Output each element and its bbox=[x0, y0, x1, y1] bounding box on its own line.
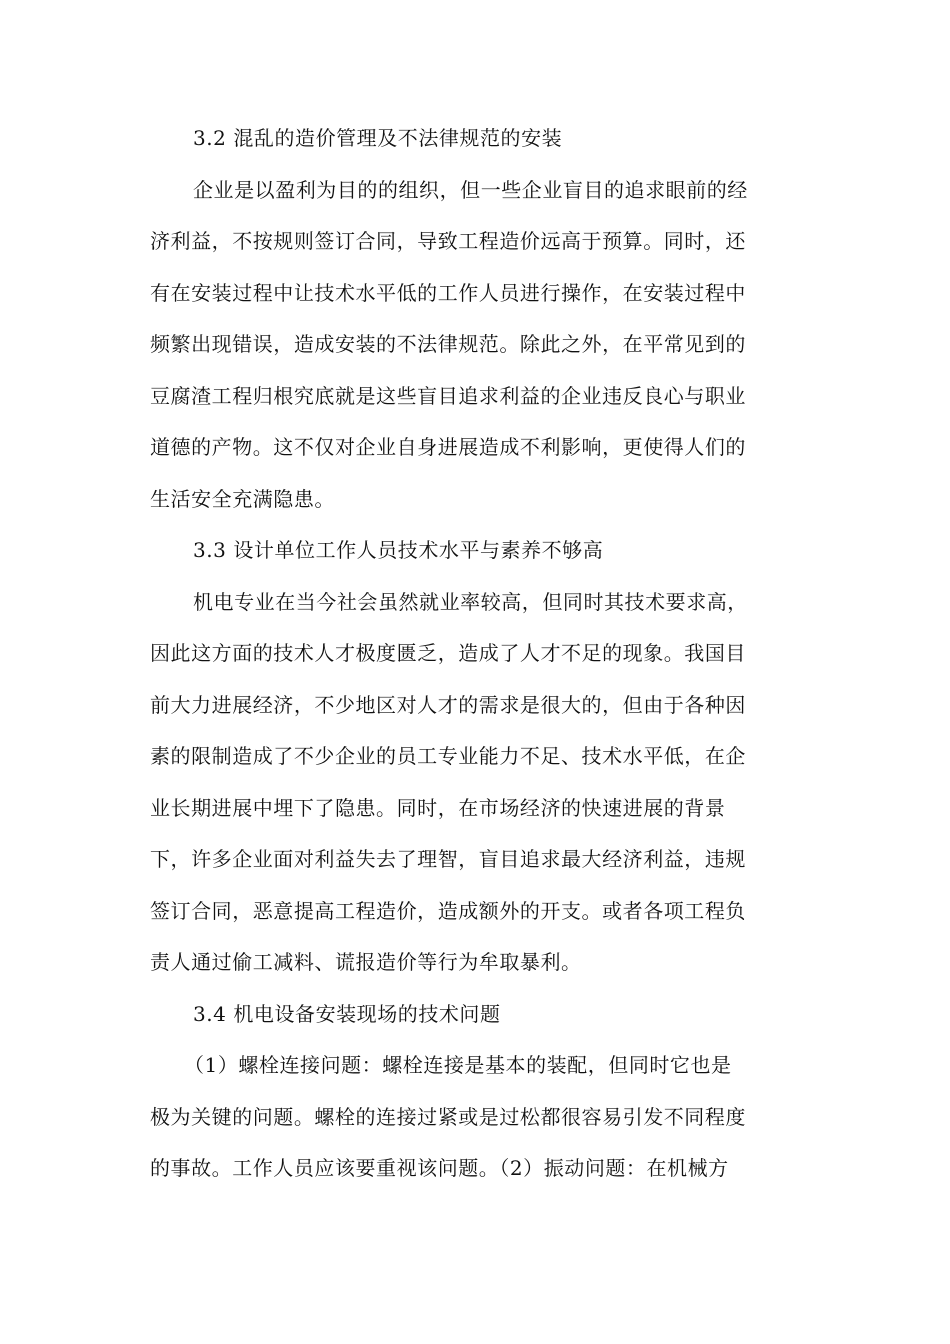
paragraph-line: 前大力进展经济，不少地区对人才的需求是很大的，但由于各种因 bbox=[150, 693, 746, 717]
paragraph-line: 济利益，不按规则签订合同，导致工程造价远高于预算。同时，还 bbox=[150, 229, 746, 253]
paragraph-line: 豆腐渣工程归根究底就是这些盲目追求利益的企业违反良心与职业 bbox=[150, 384, 746, 408]
section-heading-3-4: 3.4 机电设备安装现场的技术问题 bbox=[193, 1002, 501, 1026]
section-heading-3-3: 3.3 设计单位工作人员技术水平与素养不够高 bbox=[193, 538, 604, 562]
paragraph-line: 因此这方面的技术人才极度匮乏，造成了人才不足的现象。我国目 bbox=[150, 641, 746, 665]
paragraph-line: 企业是以盈利为目的的组织，但一些企业盲目的追求眼前的经 bbox=[193, 178, 748, 202]
paragraph-line: 极为关键的问题。螺栓的连接过紧或是过松都很容易引发不同程度 bbox=[150, 1105, 746, 1129]
paragraph-line: 下，许多企业面对利益失去了理智，盲目追求最大经济利益，违规 bbox=[150, 847, 746, 871]
paragraph-line: 责人通过偷工减料、谎报造价等行为牟取暴利。 bbox=[150, 950, 582, 974]
paragraph-line: （1）螺栓连接问题：螺栓连接是基本的装配，但同时它也是 bbox=[184, 1053, 732, 1077]
paragraph-line: 业长期进展中埋下了隐患。同时，在市场经济的快速进展的背景 bbox=[150, 796, 726, 820]
paragraph-line: 签订合同，恶意提高工程造价，造成额外的开支。或者各项工程负 bbox=[150, 899, 746, 923]
paragraph-line: 素的限制造成了不少企业的员工专业能力不足、技术水平低，在企 bbox=[150, 744, 746, 768]
paragraph-line: 生活安全充满隐患。 bbox=[150, 487, 335, 511]
paragraph-line: 有在安装过程中让技术水平低的工作人员进行操作，在安装过程中 bbox=[150, 281, 746, 305]
paragraph-line: 道德的产物。这不仅对企业自身进展造成不利影响，更使得人们的 bbox=[150, 435, 746, 459]
paragraph-line: 的事故。工作人员应该要重视该问题。（2）振动问题：在机械方 bbox=[150, 1156, 729, 1180]
section-heading-3-2: 3.2 混乱的造价管理及不法律规范的安装 bbox=[193, 126, 563, 150]
paragraph-line: 机电专业在当今社会虽然就业率较高，但同时其技术要求高， bbox=[193, 590, 748, 614]
paragraph-line: 频繁出现错误，造成安装的不法律规范。除此之外，在平常见到的 bbox=[150, 332, 746, 356]
